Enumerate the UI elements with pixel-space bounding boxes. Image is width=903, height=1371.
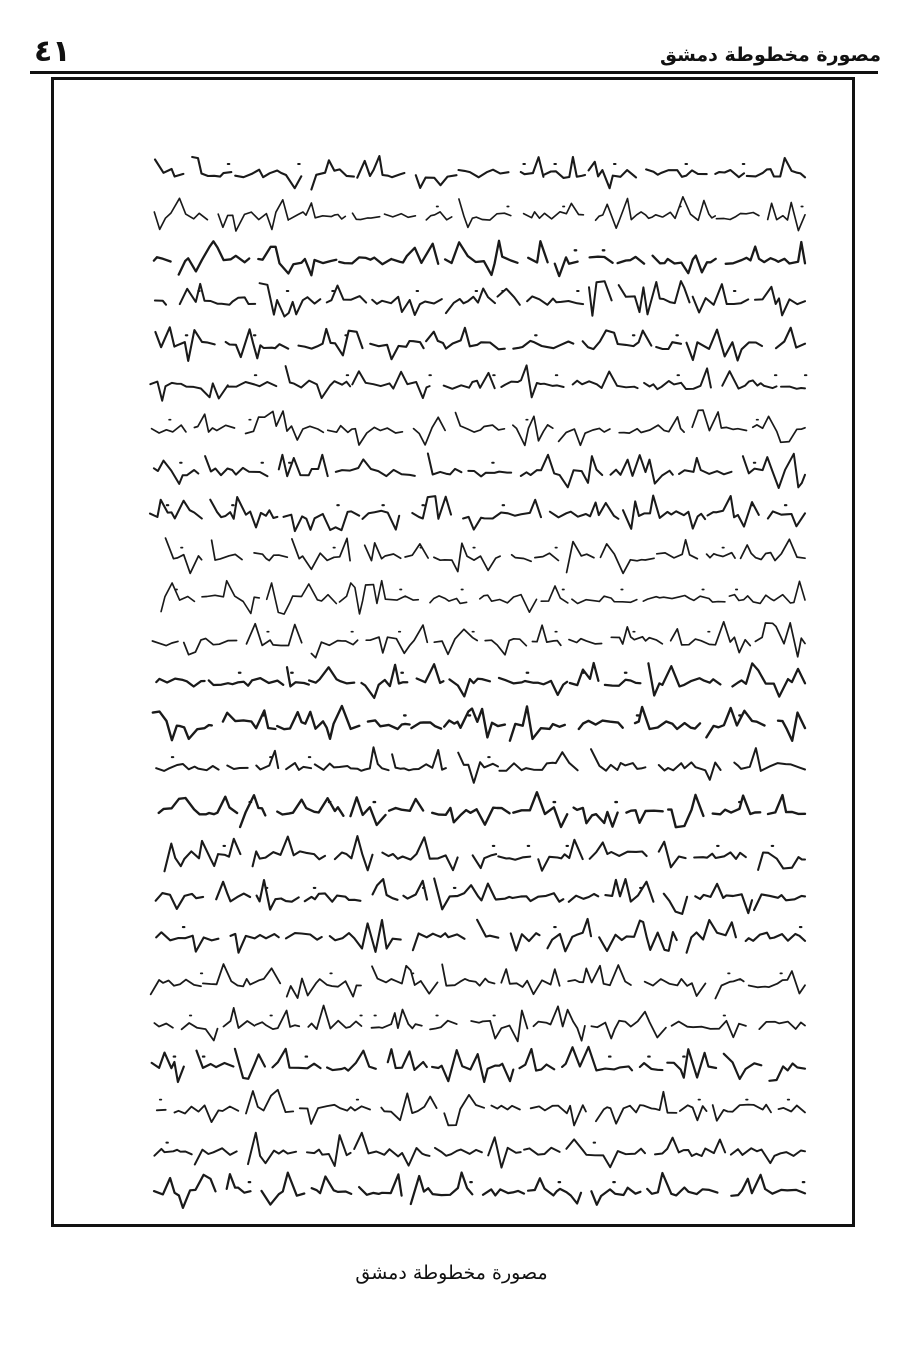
ink-stroke bbox=[152, 621, 805, 657]
handwriting-scribble bbox=[149, 832, 809, 874]
ink-stroke bbox=[161, 581, 805, 614]
manuscript-line bbox=[149, 875, 809, 917]
header-title: مصورة مخطوطة دمشق bbox=[659, 44, 881, 66]
manuscript-line bbox=[149, 237, 809, 279]
manuscript-line bbox=[149, 280, 809, 322]
handwriting-scribble bbox=[149, 535, 809, 577]
handwriting-scribble bbox=[149, 1087, 809, 1129]
manuscript-line bbox=[149, 1172, 809, 1214]
ink-stroke bbox=[154, 1132, 805, 1167]
ink-stroke bbox=[154, 1006, 805, 1042]
ink-stroke bbox=[156, 747, 805, 783]
manuscript-line bbox=[149, 832, 809, 874]
ink-stroke bbox=[155, 156, 805, 190]
manuscript-line bbox=[149, 322, 809, 364]
manuscript-line bbox=[149, 152, 809, 194]
ink-stroke bbox=[155, 327, 805, 361]
handwriting-scribble bbox=[149, 1172, 809, 1214]
manuscript-line bbox=[149, 450, 809, 492]
manuscript-line bbox=[149, 917, 809, 959]
handwriting-scribble bbox=[149, 237, 809, 279]
handwriting-scribble bbox=[149, 152, 809, 194]
manuscript-line bbox=[149, 1045, 809, 1087]
manuscript-line bbox=[149, 195, 809, 237]
handwriting-scribble bbox=[149, 407, 809, 449]
manuscript-line bbox=[149, 492, 809, 534]
ink-stroke bbox=[157, 1090, 805, 1126]
handwriting-scribble bbox=[149, 450, 809, 492]
ink-stroke bbox=[155, 281, 805, 316]
handwriting-scribble bbox=[149, 1045, 809, 1087]
handwriting-scribble bbox=[149, 790, 809, 832]
ink-stroke bbox=[150, 496, 805, 531]
handwriting-scribble bbox=[149, 195, 809, 237]
manuscript-line bbox=[149, 790, 809, 832]
header-rule bbox=[30, 71, 878, 74]
manuscript-line bbox=[149, 747, 809, 789]
manuscript-line bbox=[149, 365, 809, 407]
manuscript-line bbox=[149, 407, 809, 449]
handwriting-scribble bbox=[149, 1002, 809, 1044]
ink-stroke bbox=[156, 919, 805, 953]
manuscript-text-block bbox=[149, 152, 809, 1215]
handwriting-scribble bbox=[149, 960, 809, 1002]
ink-stroke bbox=[154, 241, 805, 276]
handwriting-scribble bbox=[149, 322, 809, 364]
handwriting-scribble bbox=[149, 662, 809, 704]
ink-stroke bbox=[156, 663, 805, 698]
handwriting-scribble bbox=[149, 917, 809, 959]
handwriting-scribble bbox=[149, 620, 809, 662]
ink-stroke bbox=[154, 453, 805, 488]
figure-caption: مصورة مخطوطة دمشق bbox=[355, 1262, 548, 1284]
handwriting-scribble bbox=[149, 747, 809, 789]
handwriting-scribble bbox=[149, 492, 809, 534]
handwriting-scribble bbox=[149, 1130, 809, 1172]
ink-stroke bbox=[166, 538, 806, 573]
ink-stroke bbox=[159, 792, 805, 827]
manuscript-line bbox=[149, 577, 809, 619]
manuscript-line bbox=[149, 620, 809, 662]
ink-stroke bbox=[152, 410, 805, 445]
ink-stroke bbox=[165, 836, 806, 871]
ink-stroke bbox=[153, 706, 805, 741]
manuscript-frame bbox=[51, 77, 855, 1227]
ink-stroke bbox=[154, 1173, 805, 1208]
ink-stroke bbox=[154, 196, 805, 230]
manuscript-line bbox=[149, 1087, 809, 1129]
manuscript-line bbox=[149, 1002, 809, 1044]
manuscript-line bbox=[149, 960, 809, 1002]
ink-stroke bbox=[152, 1046, 805, 1081]
manuscript-line bbox=[149, 1130, 809, 1172]
manuscript-line bbox=[149, 535, 809, 577]
handwriting-scribble bbox=[149, 705, 809, 747]
ink-stroke bbox=[151, 964, 805, 998]
handwriting-scribble bbox=[149, 365, 809, 407]
handwriting-scribble bbox=[149, 577, 809, 619]
handwriting-scribble bbox=[149, 280, 809, 322]
manuscript-line bbox=[149, 705, 809, 747]
manuscript-line bbox=[149, 662, 809, 704]
page-number: ٤١ bbox=[34, 34, 71, 69]
handwriting-scribble bbox=[149, 875, 809, 917]
ink-stroke bbox=[150, 365, 806, 400]
ink-stroke bbox=[156, 878, 805, 913]
